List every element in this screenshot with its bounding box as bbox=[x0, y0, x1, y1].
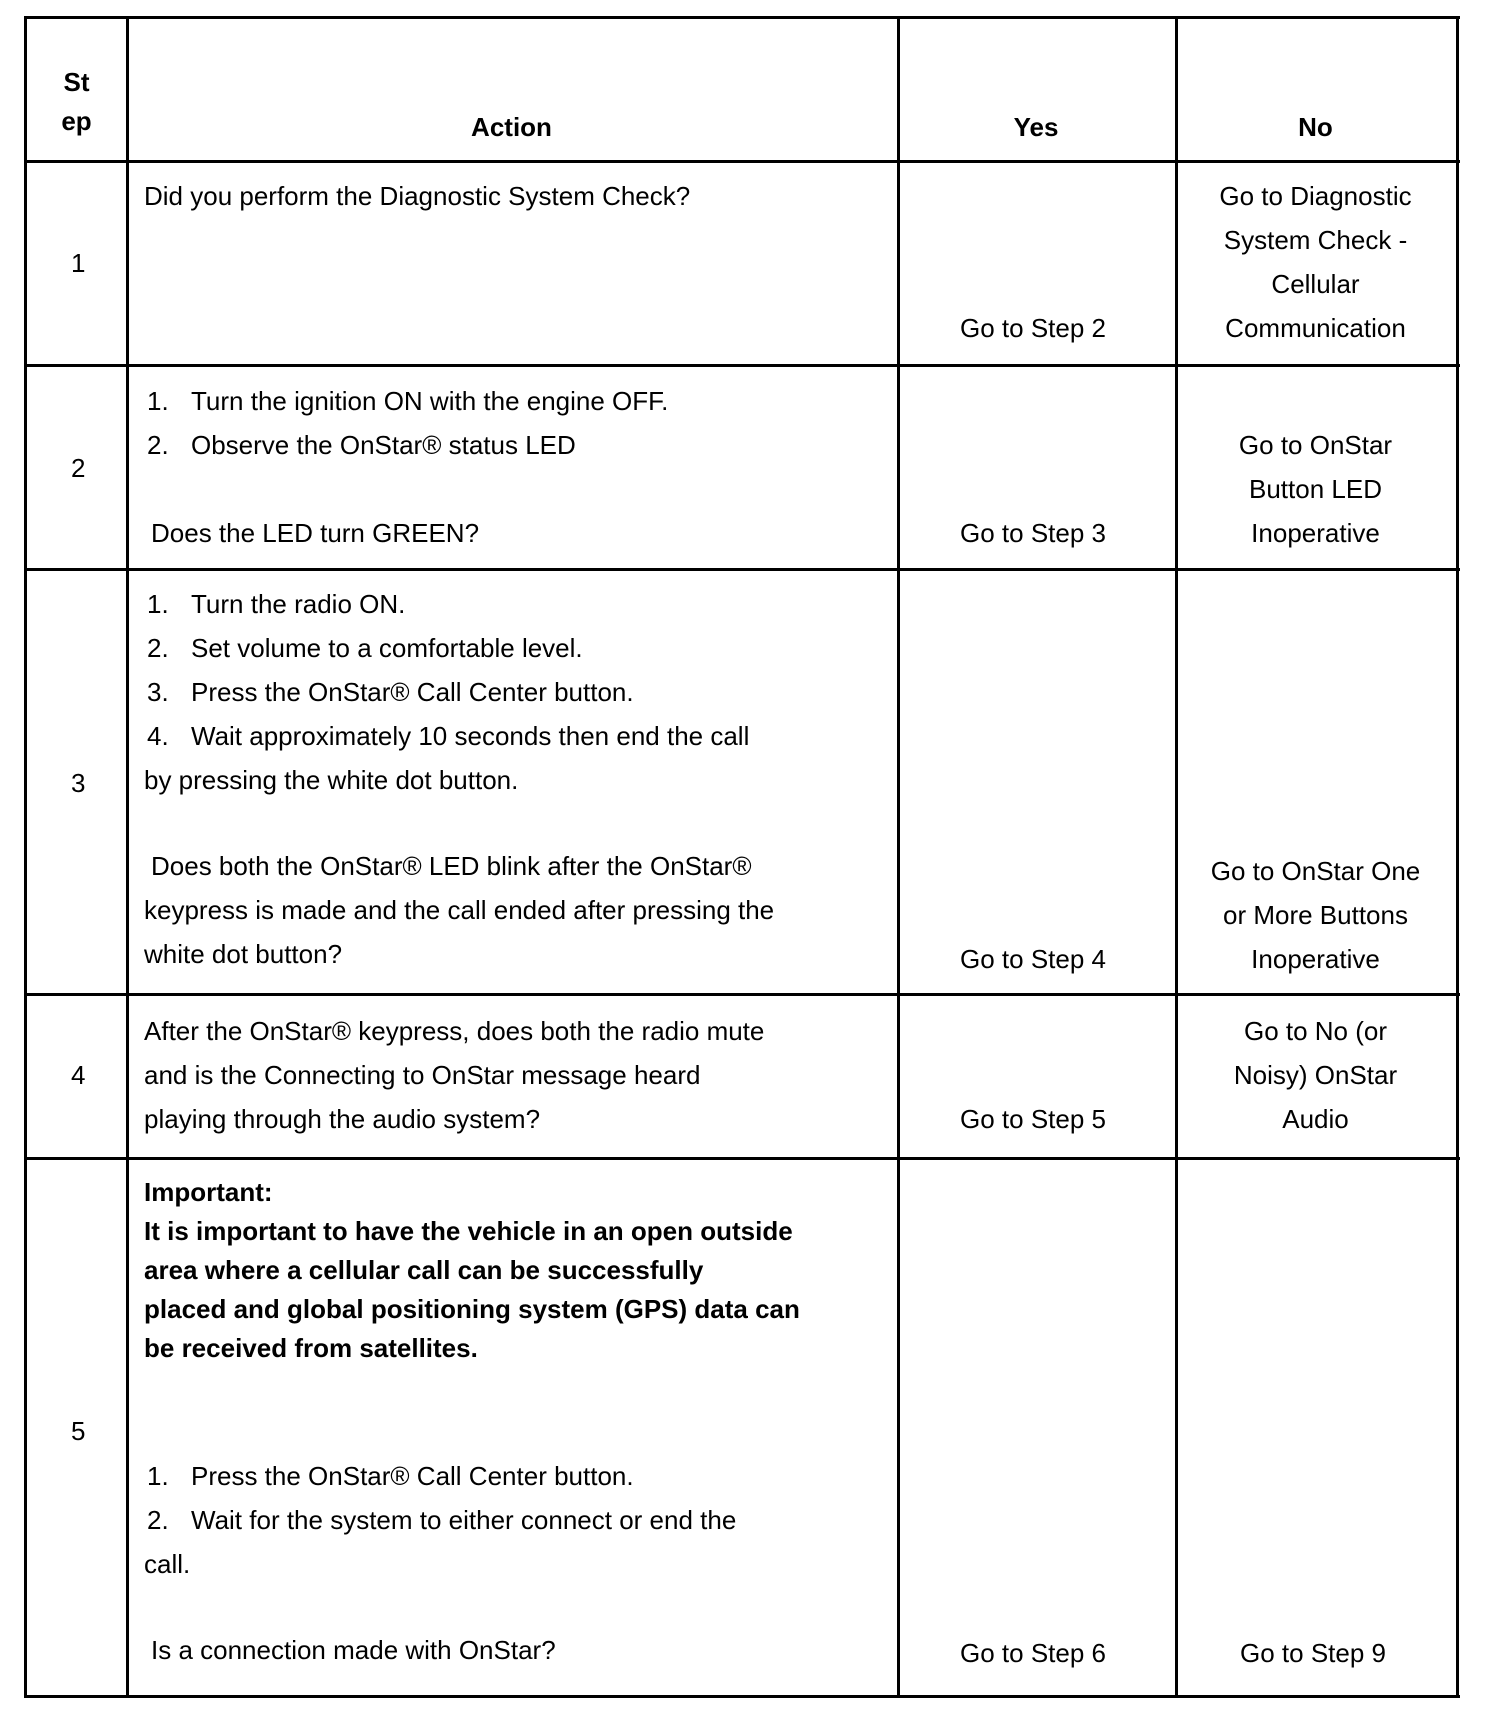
action-text: Important: It is important to have the vehicle in an open outside area where a cellular call can be successfully placed and global positioning system (GPS) data can be received from satellites. 1. Press the OnStar® Call Center button. 2. Wait for the system to either connect or end the call. Is a connection made with OnStar? bbox=[144, 1173, 800, 1672]
step-number: 3 bbox=[71, 768, 86, 798]
row-divider bbox=[27, 568, 1460, 571]
no-result: Go to No (or Noisy) OnStar Audio bbox=[1233, 1016, 1398, 1134]
no-result: Go to OnStar Button LED Inoperative bbox=[1238, 430, 1393, 548]
list-item: 1. Turn the ignition ON with the engine OFF. bbox=[147, 386, 669, 416]
action-text: 1. Turn the ignition ON with the engine OFF. 2. Observe the OnStar® status LED Does the LED turn GREEN? bbox=[144, 379, 668, 555]
yes-result: Go to Step 2 bbox=[960, 313, 1106, 343]
list-item: 2. Set volume to a comfortable level. bbox=[147, 633, 583, 663]
step-number: 2 bbox=[71, 453, 86, 483]
row-divider bbox=[27, 160, 1460, 163]
action-text: Did you perform the Diagnostic System Check? bbox=[144, 181, 691, 211]
list-item: 4. Wait approximately 10 seconds then end the call bbox=[147, 721, 750, 751]
step-number: 1 bbox=[71, 248, 86, 278]
important-label: Important: bbox=[144, 1177, 273, 1207]
action-text: 1. Turn the radio ON. 2. Set volume to a comfortable level. 3. Press the OnStar® Call Center button. 4. Wait approximately 10 seconds then end the call by pressing the white dot button. Does both the OnStar® LED blink after the OnStar® keypress is made and the call ended after pressing the white dot button? bbox=[144, 582, 774, 976]
list-item: 1. Turn the radio ON. bbox=[147, 589, 406, 619]
header-yes: Yes bbox=[1013, 112, 1059, 142]
yes-result: Go to Step 6 bbox=[960, 1638, 1106, 1668]
list-item: 2. Observe the OnStar® status LED bbox=[147, 430, 576, 460]
action-text: After the OnStar® keypress, does both the radio mute and is the Connecting to OnStar message heard playing through the audio system? bbox=[144, 1016, 765, 1134]
no-result: Go to Diagnostic System Check - Cellular Communication bbox=[1219, 181, 1412, 343]
yes-result: Go to Step 5 bbox=[960, 1104, 1106, 1134]
row-divider bbox=[27, 993, 1460, 996]
header-step: St ep bbox=[61, 67, 92, 136]
list-item: 2. Wait for the system to either connect or end the bbox=[147, 1505, 737, 1535]
row-divider bbox=[27, 364, 1460, 367]
header-action: Action bbox=[471, 112, 552, 142]
column-divider bbox=[1456, 19, 1459, 1695]
step-number: 4 bbox=[71, 1060, 86, 1090]
diagnostic-table bbox=[24, 16, 1460, 1698]
header-no: No bbox=[1298, 112, 1333, 142]
no-result: Go to OnStar One or More Buttons Inoperative bbox=[1210, 856, 1421, 974]
column-divider bbox=[897, 19, 900, 1695]
yes-result: Go to Step 4 bbox=[960, 944, 1106, 974]
row-divider bbox=[27, 1157, 1460, 1160]
column-divider bbox=[126, 19, 129, 1695]
step-number: 5 bbox=[71, 1416, 86, 1446]
list-item: 1. Press the OnStar® Call Center button. bbox=[147, 1461, 634, 1491]
no-result: Go to Step 9 bbox=[1240, 1638, 1386, 1668]
yes-result: Go to Step 3 bbox=[960, 518, 1106, 548]
list-item: 3. Press the OnStar® Call Center button. bbox=[147, 677, 634, 707]
